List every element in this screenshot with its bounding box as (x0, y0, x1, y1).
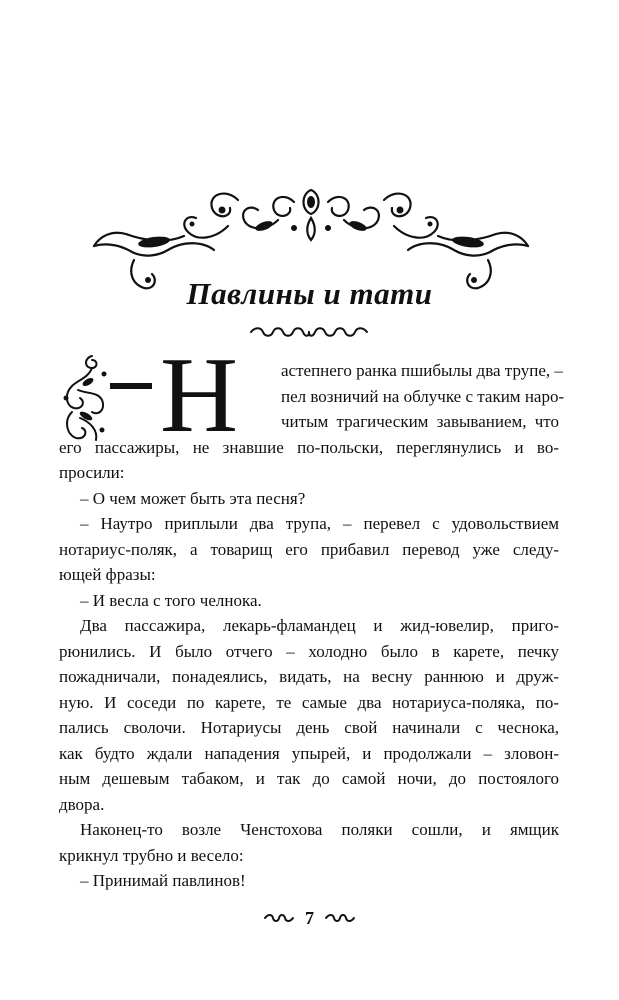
text-line: как будто ждали нападения упырей, и продолжали – зловон- (59, 743, 559, 763)
text-line: читым трагическим завыванием, что (281, 412, 559, 431)
scroll-footer-ornament-icon (324, 913, 356, 923)
page-number: 7 (305, 907, 314, 928)
text-line: – И весла с того челнока. (80, 590, 262, 610)
text-line: ную. И соседи по карете, те самые два нотариуса-поляка, по- (59, 692, 559, 712)
text-line: двора. (59, 794, 105, 814)
text-line: – Наутро приплыли два трупа, – перевел с удовольствием (80, 514, 559, 533)
scroll-footer-ornament-icon (263, 913, 295, 923)
page-footer (0, 908, 619, 928)
text-line: крикнул трубно и весело: (59, 845, 244, 865)
text-line: Два пассажира, лекарь-фламандец и жид-ювелир, приго- (80, 616, 559, 635)
drop-cap-letter: Н (160, 336, 238, 455)
text-line: рюнились. И было отчего – холодно было в карете, печку (59, 641, 559, 661)
text-line: просили: (59, 463, 125, 482)
chapter-title: Павлины и тати (186, 276, 433, 311)
text-line: нотариус-поляк, а товарищ его прибавил перевод уже следу- (59, 539, 559, 559)
text-line: ющей фразы: (59, 565, 156, 584)
text-line: – О чем может быть эта песня? (80, 488, 306, 508)
text-line: пел возничий на облучке с таким наро- (281, 386, 565, 406)
text-line: Наконец-то возле Ченстохова поляки сошли, и ямщик (80, 820, 559, 839)
scroll-divider-ornament-icon (247, 325, 371, 339)
text-line: астепнего ранка пшибылы два трупе, – (281, 361, 563, 380)
text-line: – Принимай павлинов! (80, 871, 246, 890)
text-line: ным дешевым табаком, и так до самой ночи, до постоялого (59, 769, 559, 788)
text-line: пожадничали, понадеялись, видать, на весну раннюю и друж- (59, 667, 559, 686)
body-text (59, 358, 565, 894)
text-line: его пассажиры, не знавшие по-польски, переглянулись и во- (59, 437, 559, 457)
text-line: пались сволочи. Нотариусы день свой начинали с чеснока, (59, 718, 559, 737)
